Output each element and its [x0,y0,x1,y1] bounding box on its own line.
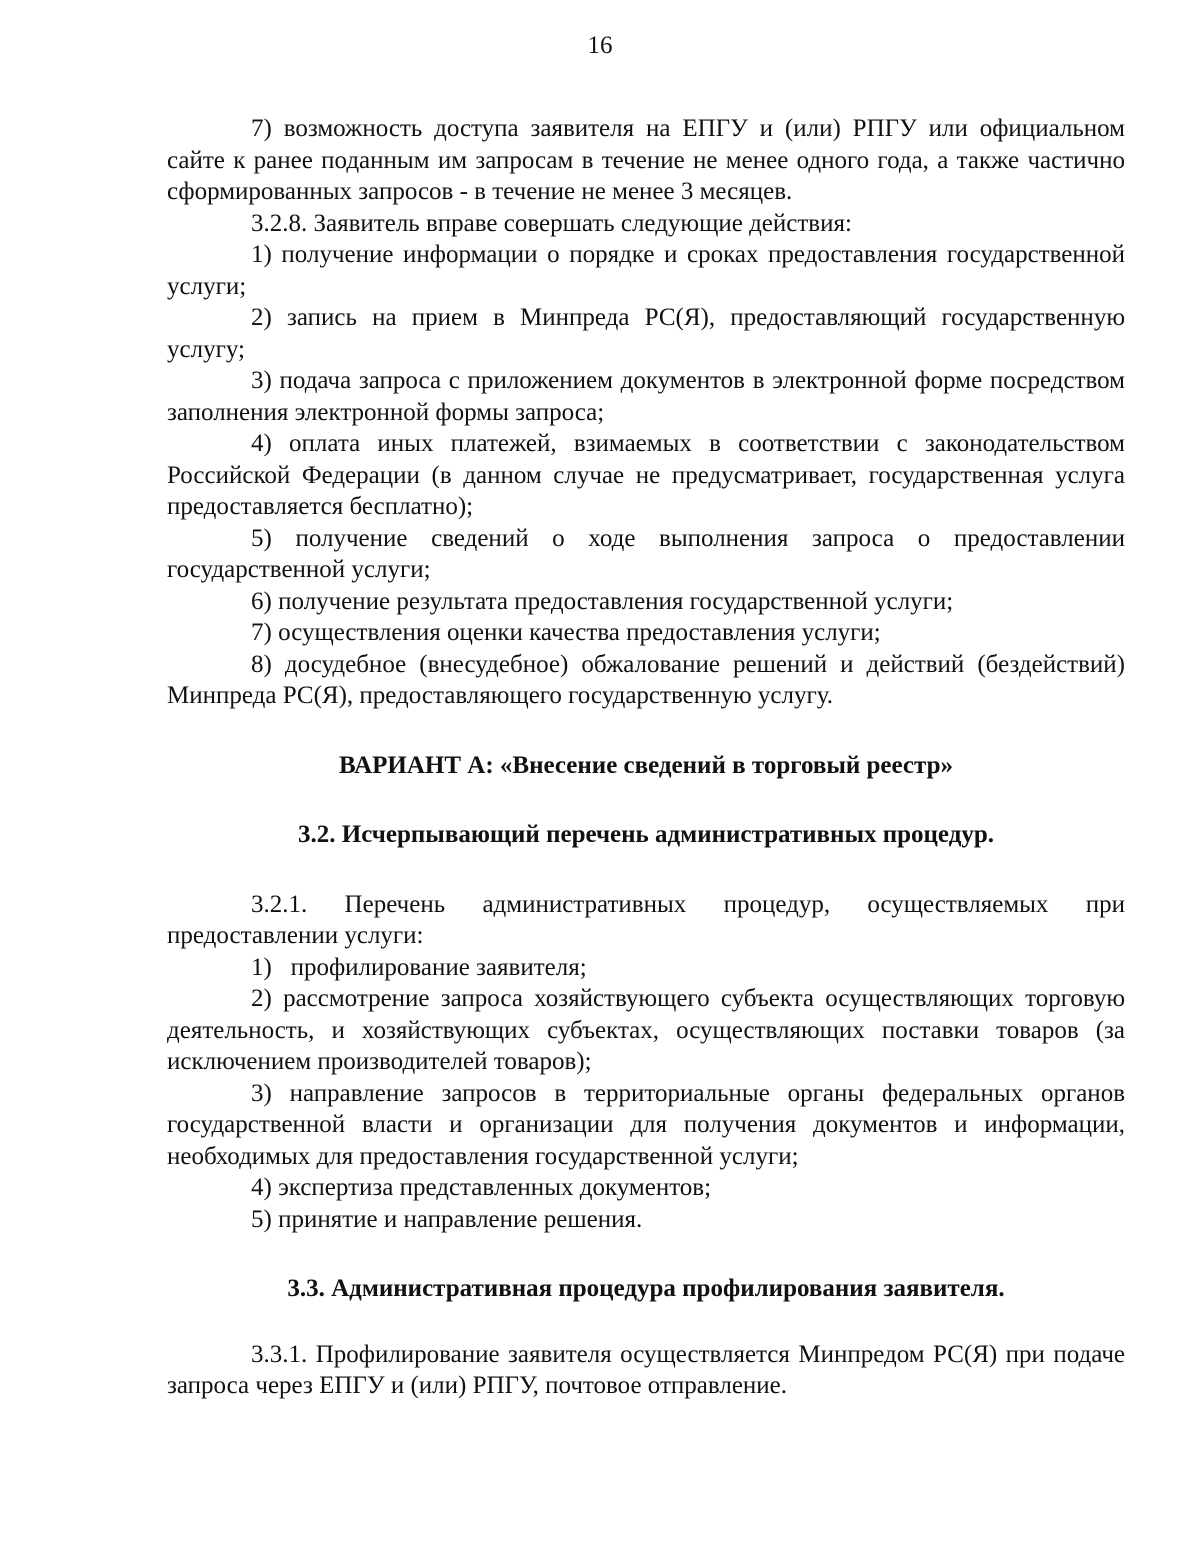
heading-section-3-2: 3.2. Исчерпывающий перечень административных процедур. [298,821,994,848]
paragraph-3-2-1: 3.2.1. Перечень административных процедур, осуществляемых при предоставлении услуги: [167,890,1125,949]
list-item: 8) досудебное (внесудебное) обжалование решений и действий (бездействий) Минпреда РС(Я), предоставляющего государственную услугу. [167,650,1125,709]
heading-variant-a: ВАРИАНТ А: «Внесение сведений в торговый реестр» [338,751,953,779]
list-item: 4) оплата иных платежей, взимаемых в соответствии с законодательством Российской Федерации (в данном случае не предусматривает, государственная услуга предоставляется бесплатно); [167,430,1125,520]
list-item: 4) экспертиза представленных документов; [251,1174,712,1201]
paragraph-3-3-1: 3.3.1. Профилирование заявителя осуществляется Минпредом РС(Я) при подаче запроса через ЕПГУ и (или) РПГУ, почтовое отправление. [167,1340,1125,1399]
list-item: 5) принятие и направление решения. [251,1205,643,1233]
page-number: 16 [587,32,613,59]
list-item: 2) рассмотрение запроса хозяйствующего субъекта осуществляющих торговую деятельность, и хозяйствующих субъектах, осуществляющих поставки товаров (за исключением производителей товаров); [167,985,1125,1075]
list-item: 7) осуществления оценки качества предоставления услуги; [251,619,881,646]
paragraph-3-2-8: 3.2.8. Заявитель вправе совершать следующие действия: [251,209,852,237]
list-item: 6) получение результата предоставления государственной услуги; [251,587,954,615]
list-item: 1) профилирование заявителя; [251,953,587,981]
list-item: 5) получение сведений о ходе выполнения запроса о предоставлении государственной услуги; [167,524,1125,583]
document-body [167,113,1125,1402]
paragraph-item-7-access: 7) возможность доступа заявителя на ЕПГУ и (или) РПГУ или официальном сайте к ранее поданным им запросам в течение не менее одного года, а также частично сформированных запросов - в течение не менее 3 месяцев. [167,115,1125,205]
list-item: 3) направление запросов в территориальные органы федеральных органов государственной власти и организации для получения документов и информации, необходимых для предоставления государственной услуги; [167,1079,1125,1170]
heading-section-3-3: 3.3. Административная процедура профилирования заявителя. [287,1275,1005,1302]
list-item: 3) подача запроса с приложением документов в электронной форме посредством заполнения электронной формы запроса; [167,367,1125,426]
list-item: 1) получение информации о порядке и сроках предоставления государственной услуги; [167,241,1125,300]
list-item: 2) запись на прием в Минпреда РС(Я), предоставляющий государственную услугу; [167,304,1125,363]
